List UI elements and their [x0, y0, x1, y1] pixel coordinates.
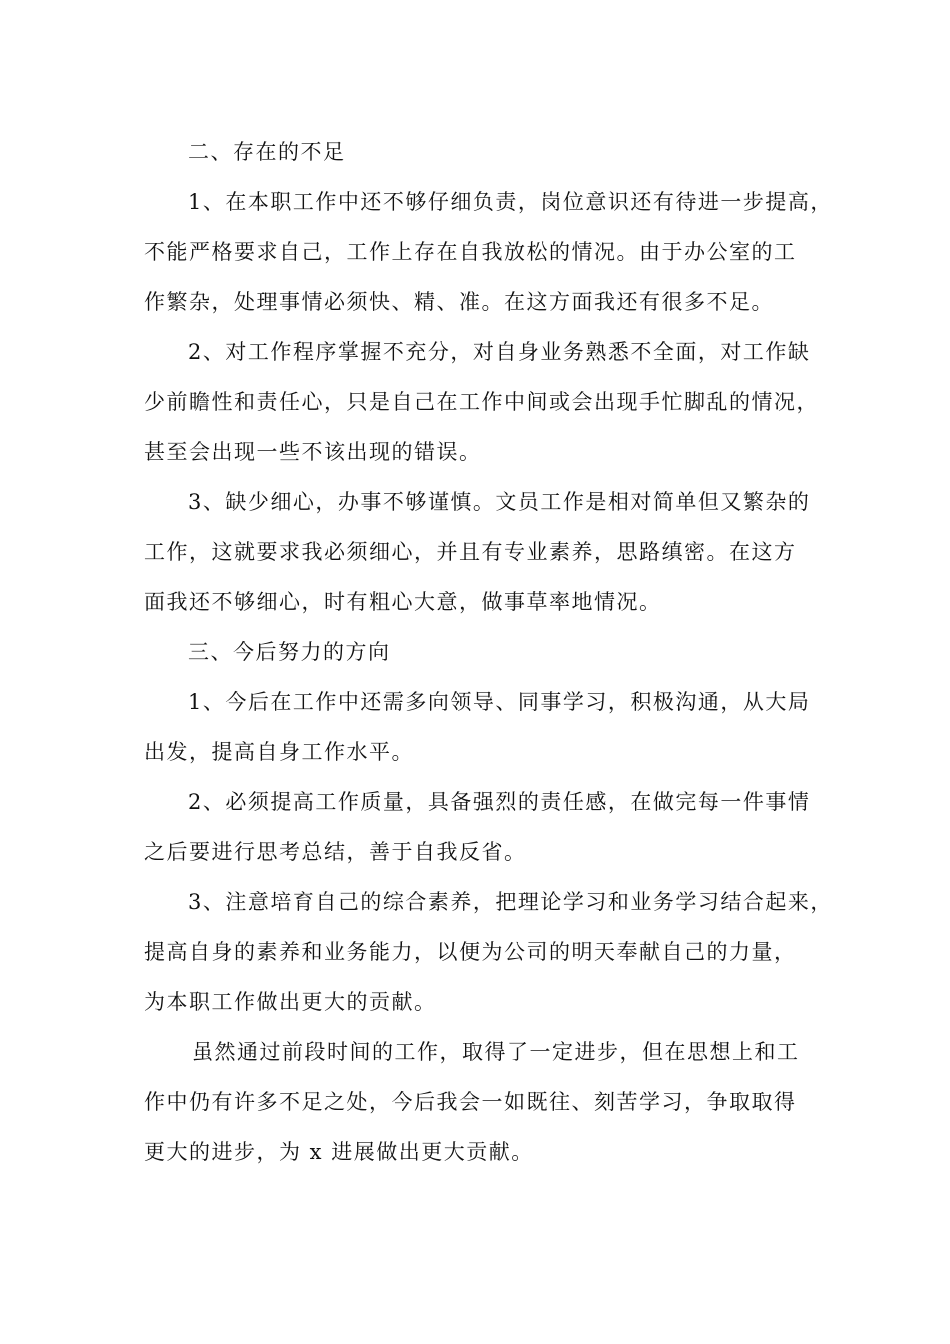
paragraph-line: 出发，提高自身工作水平。	[144, 740, 414, 764]
paragraph-line: 1、今后在工作中还需多向领导、同事学习，积极沟通，从大局	[188, 690, 811, 714]
paragraph-line: 为本职工作做出更大的贡献。	[144, 990, 437, 1014]
section-heading-future-direction: 三、今后努力的方向	[188, 640, 391, 664]
paragraph-line: 少前瞻性和责任心，只是自己在工作中间或会出现手忙脚乱的情况，	[144, 390, 819, 414]
paragraph-line: 更大的进步，为 x 进展做出更大贡献。	[144, 1140, 534, 1164]
paragraph	[144, 177, 833, 327]
paragraph	[144, 877, 833, 1027]
paragraph-line: 甚至会出现一些不该出现的错误。	[144, 440, 482, 464]
paragraph-line: 虽然通过前段时间的工作，取得了一定进步，但在思想上和工	[192, 1040, 800, 1064]
paragraph-line: 不能严格要求自己，工作上存在自我放松的情况。由于办公室的工	[144, 240, 797, 264]
paragraph-line: 1、在本职工作中还不够仔细负责，岗位意识还有待进一步提高，	[188, 190, 833, 214]
closing-paragraph	[144, 1027, 810, 1177]
paragraph-line: 3、注意培育自己的综合素养，把理论学习和业务学习结合起来，	[188, 890, 833, 914]
paragraph-line: 工作，这就要求我必须细心，并且有专业素养，思路缜密。在这方	[144, 540, 797, 564]
paragraph-line: 之后要进行思考总结，善于自我反省。	[144, 840, 527, 864]
section-heading-shortcomings: 二、存在的不足	[188, 140, 346, 164]
paragraph	[144, 327, 819, 477]
document-body	[144, 127, 833, 1177]
paragraph-line: 作繁杂，处理事情必须快、精、准。在这方面我还有很多不足。	[144, 290, 774, 314]
paragraph-line: 面我还不够细心，时有粗心大意，做事草率地情况。	[144, 590, 662, 614]
paragraph-line: 2、必须提高工作质量，具备强烈的责任感，在做完每一件事情	[188, 790, 811, 814]
paragraph	[144, 777, 810, 877]
paragraph-line: 3、缺少细心，办事不够谨慎。文员工作是相对简单但又繁杂的	[188, 490, 811, 514]
paragraph-line: 2、对工作程序掌握不充分，对自身业务熟悉不全面，对工作缺	[188, 340, 811, 364]
paragraph-line: 作中仍有许多不足之处，今后我会一如既往、刻苦学习，争取取得	[144, 1090, 797, 1114]
paragraph-line: 提高自身的素养和业务能力，以便为公司的明天奉献自己的力量，	[144, 940, 797, 964]
paragraph	[144, 477, 810, 627]
paragraph	[144, 677, 810, 777]
